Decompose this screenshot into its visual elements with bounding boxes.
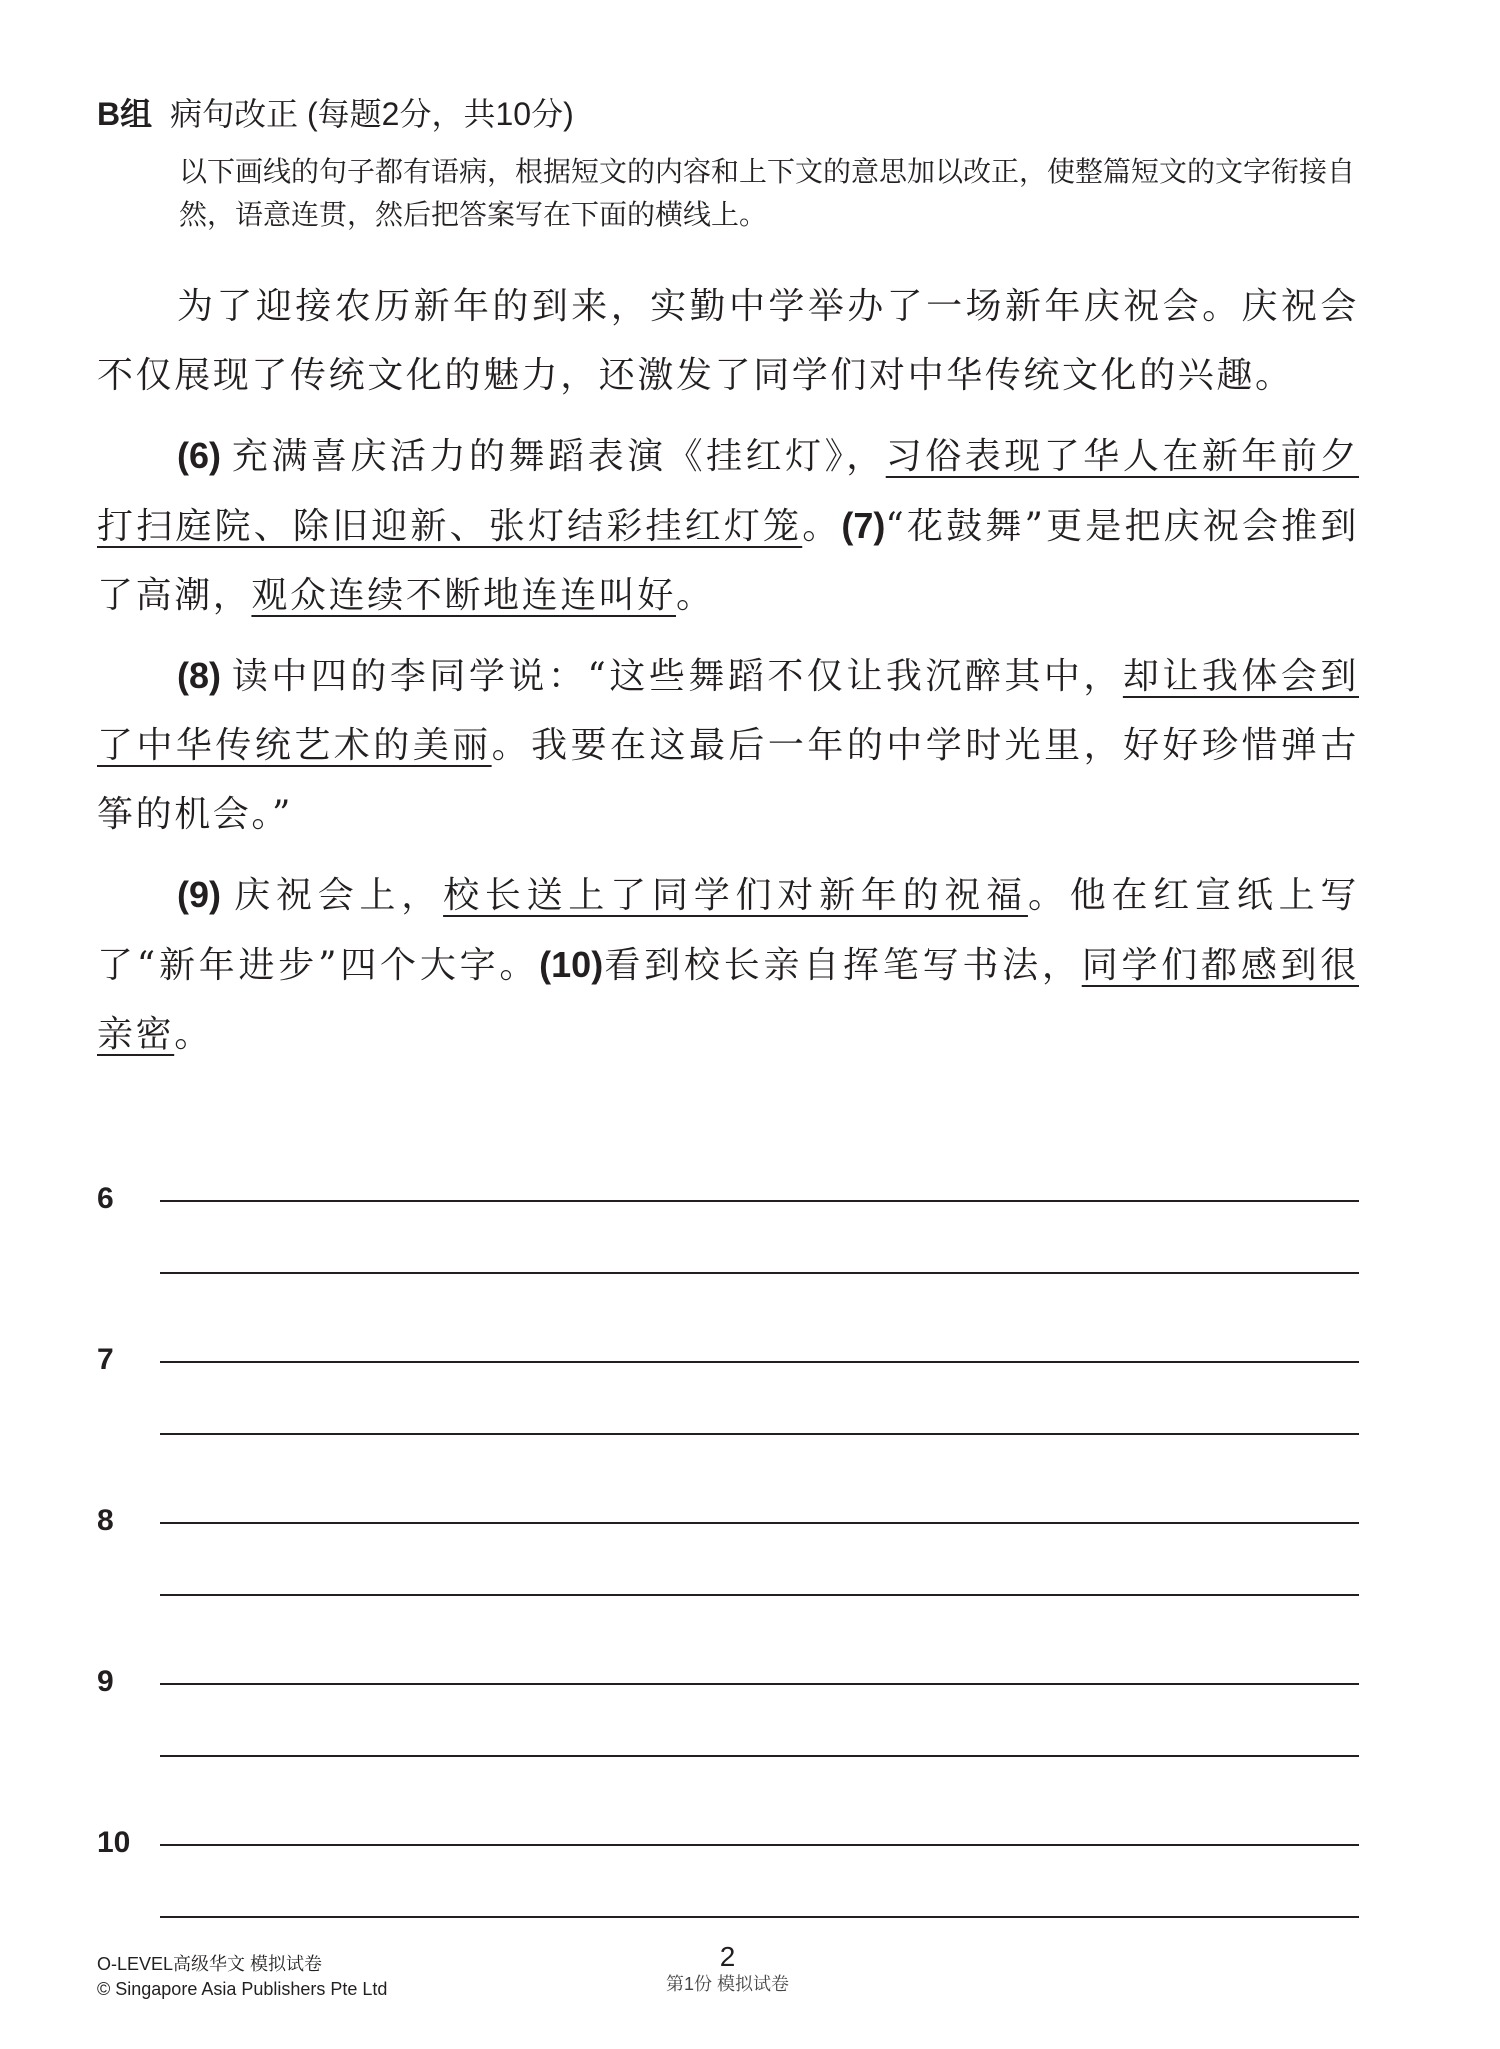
answer-line[interactable] [160, 1200, 1359, 1202]
answer-line[interactable] [160, 1361, 1359, 1363]
footer-left [97, 1952, 387, 2002]
section-heading: 病句改正 (每题2分，共10分) [170, 96, 574, 132]
text-segment: 充满喜庆活力的舞蹈表演《挂红灯》， [231, 436, 886, 477]
text-segment: 庆祝会上， [234, 875, 444, 916]
answer-number: 7 [97, 1343, 114, 1376]
text-segment: 。 [174, 1014, 213, 1055]
question-number: (8) [177, 655, 232, 696]
instructions: 以下画线的句子都有语病，根据短文的内容和上下文的意思加以改正，使整篇短文的文字衔接自然，语意连贯，然后把答案写在下面的横线上。 [179, 156, 1356, 230]
text-segment: 。我要在这最后一年的中学时光里，好好珍惜弹古筝的机会。” [97, 725, 1359, 835]
answer-number: 9 [97, 1665, 114, 1698]
paragraph [97, 272, 1359, 410]
answer-number: 8 [97, 1504, 114, 1537]
answer-block [97, 1182, 1359, 1340]
answer-line[interactable] [160, 1433, 1359, 1435]
answer-number: 10 [97, 1826, 131, 1859]
footer-center [640, 1942, 815, 1996]
book-title: O-LEVEL高级华文 模拟试卷 [97, 1954, 323, 1974]
underlined-sentence: 观众连续不断地连连叫好 [251, 575, 677, 616]
question-number: (10) [539, 944, 604, 985]
page-number: 2 [719, 1941, 736, 1972]
answer-block [97, 1665, 1359, 1823]
answer-block [97, 1504, 1359, 1662]
paragraph [97, 421, 1359, 630]
answer-line[interactable] [160, 1594, 1359, 1596]
answer-line[interactable] [160, 1522, 1359, 1524]
passage [97, 272, 1359, 1080]
underlined-sentence: 同学们都感到很亲密 [97, 945, 1359, 1055]
text-segment: 。 [802, 506, 842, 547]
text-segment: 。 [676, 575, 715, 616]
text-segment: 为了迎接农历新年的到来，实勤中学举办了一场新年庆祝会。庆祝会不仅展现了传统文化的魅力，还激发了同学们对中华传统文化的兴趣。 [97, 286, 1359, 396]
answer-line[interactable] [160, 1755, 1359, 1757]
answer-line[interactable] [160, 1916, 1359, 1918]
section-title [97, 94, 574, 134]
underlined-sentence: 校长送上了同学们对新年的祝福 [443, 875, 1028, 916]
underlined-sentence: 习俗表现了华人在新年前夕打扫庭院、除旧迎新、张灯结彩挂红灯笼 [97, 436, 1360, 547]
paper-label: 第1份 模拟试卷 [665, 1974, 789, 1994]
answer-line[interactable] [160, 1683, 1359, 1685]
text-segment: 看到校长亲自挥笔写书法， [603, 945, 1082, 986]
text-segment: 读中四的李同学说：“这些舞蹈不仅让我沉醉其中， [231, 656, 1123, 697]
text-segment: 。他在红宣纸上写了“新年进步”四个大字。 [97, 875, 1359, 986]
answer-line[interactable] [160, 1272, 1359, 1274]
answer-block [97, 1343, 1359, 1501]
underlined-sentence: 却让我体会到了中华传统艺术的美丽 [97, 656, 1359, 766]
question-number: (9) [177, 874, 235, 915]
copyright: © Singapore Asia Publishers Pte Ltd [97, 1979, 388, 1999]
paragraph [97, 641, 1359, 849]
section-group: B组 [97, 96, 153, 132]
answer-number: 6 [97, 1182, 114, 1215]
answer-line[interactable] [160, 1844, 1359, 1846]
text-segment: “花鼓舞”更是把庆祝会推到了高潮， [97, 506, 1359, 616]
question-number: (6) [177, 435, 232, 476]
question-number: (7) [841, 505, 886, 546]
paragraph [97, 860, 1359, 1069]
